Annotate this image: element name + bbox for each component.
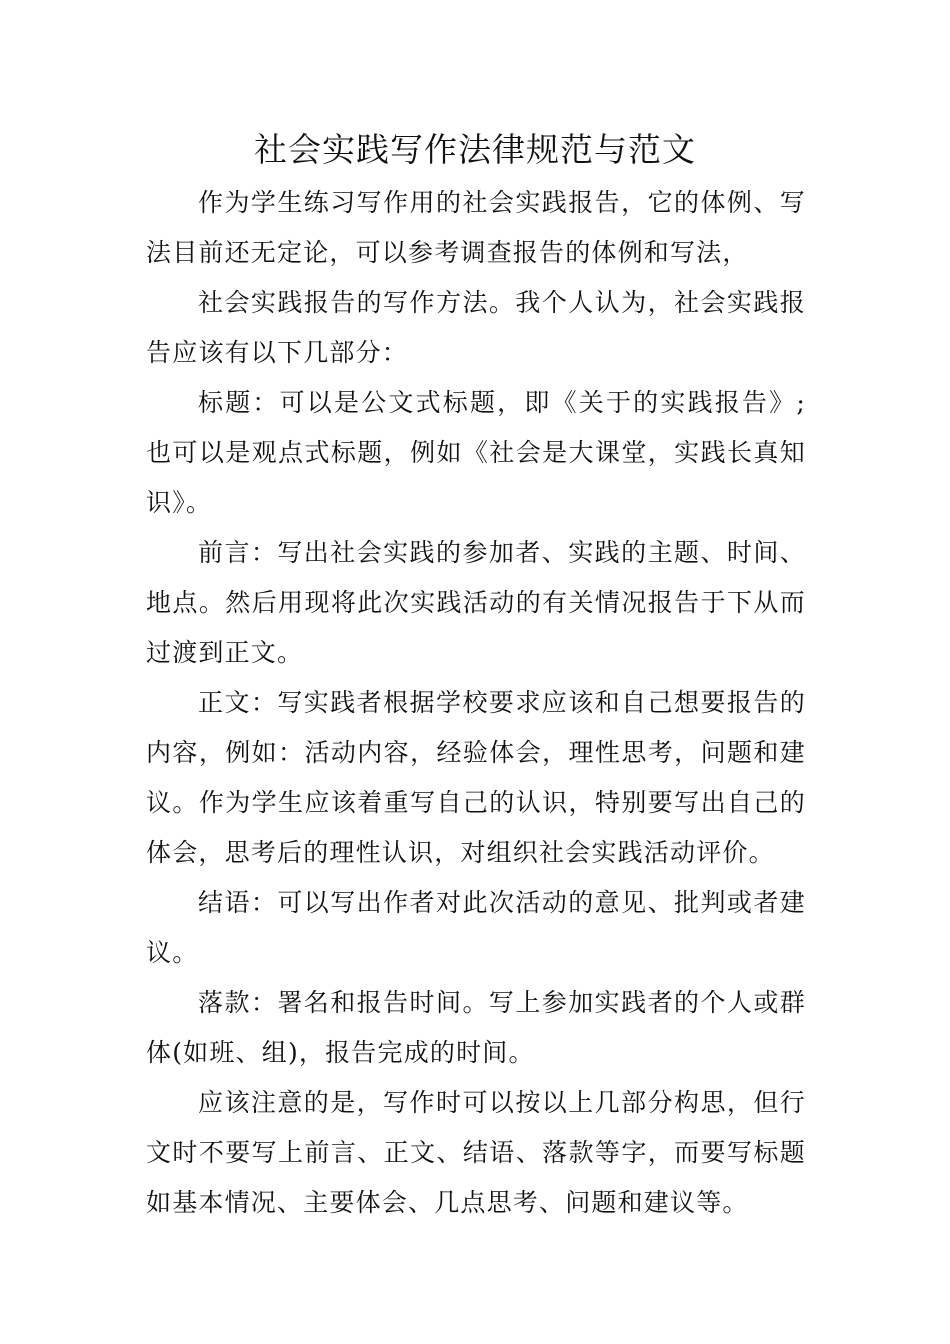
paragraph-preface-section: 前言：写出社会实践的参加者、实践的主题、时间、地点。然后用现将此次实践活动的有关情况报告于下从而过渡到正文。 (146, 538, 806, 667)
paragraph-method: 社会实践报告的写作方法。我个人认为，社会实践报告应该有以下几部分： (146, 288, 806, 367)
paragraph-intro: 作为学生练习写作用的社会实践报告，它的体例、写法目前还无定论，可以参考调查报告的体例和写法， (146, 188, 806, 267)
paragraph-main-section: 正文：写实践者根据学校要求应该和自己想要报告的内容，例如：活动内容，经验体会，理性思考，问题和建议。作为学生应该着重写自己的认识，特别要写出自己的体会，思考后的理性认识，对组织社会实践活动评价。 (146, 688, 806, 867)
document-title: 社会实践写作法律规范与范文 (254, 130, 696, 169)
paragraph-signature-section: 落款：署名和报告时间。写上参加实践者的个人或群体(如班、组)，报告完成的时间。 (146, 988, 806, 1067)
paragraph-title-section: 标题：可以是公文式标题，即《关于的实践报告》;也可以是观点式标题，例如《社会是大课堂，实践长真知识》。 (146, 388, 806, 517)
document-body (146, 178, 806, 1228)
paragraph-note: 应该注意的是，写作时可以按以上几部分构思，但行文时不要写上前言、正文、结语、落款等字，而要写标题如基本情况、主要体会、几点思考、问题和建议等。 (146, 1088, 806, 1217)
paragraph-conclusion-section: 结语：可以写出作者对此次活动的意见、批判或者建议。 (146, 888, 806, 967)
